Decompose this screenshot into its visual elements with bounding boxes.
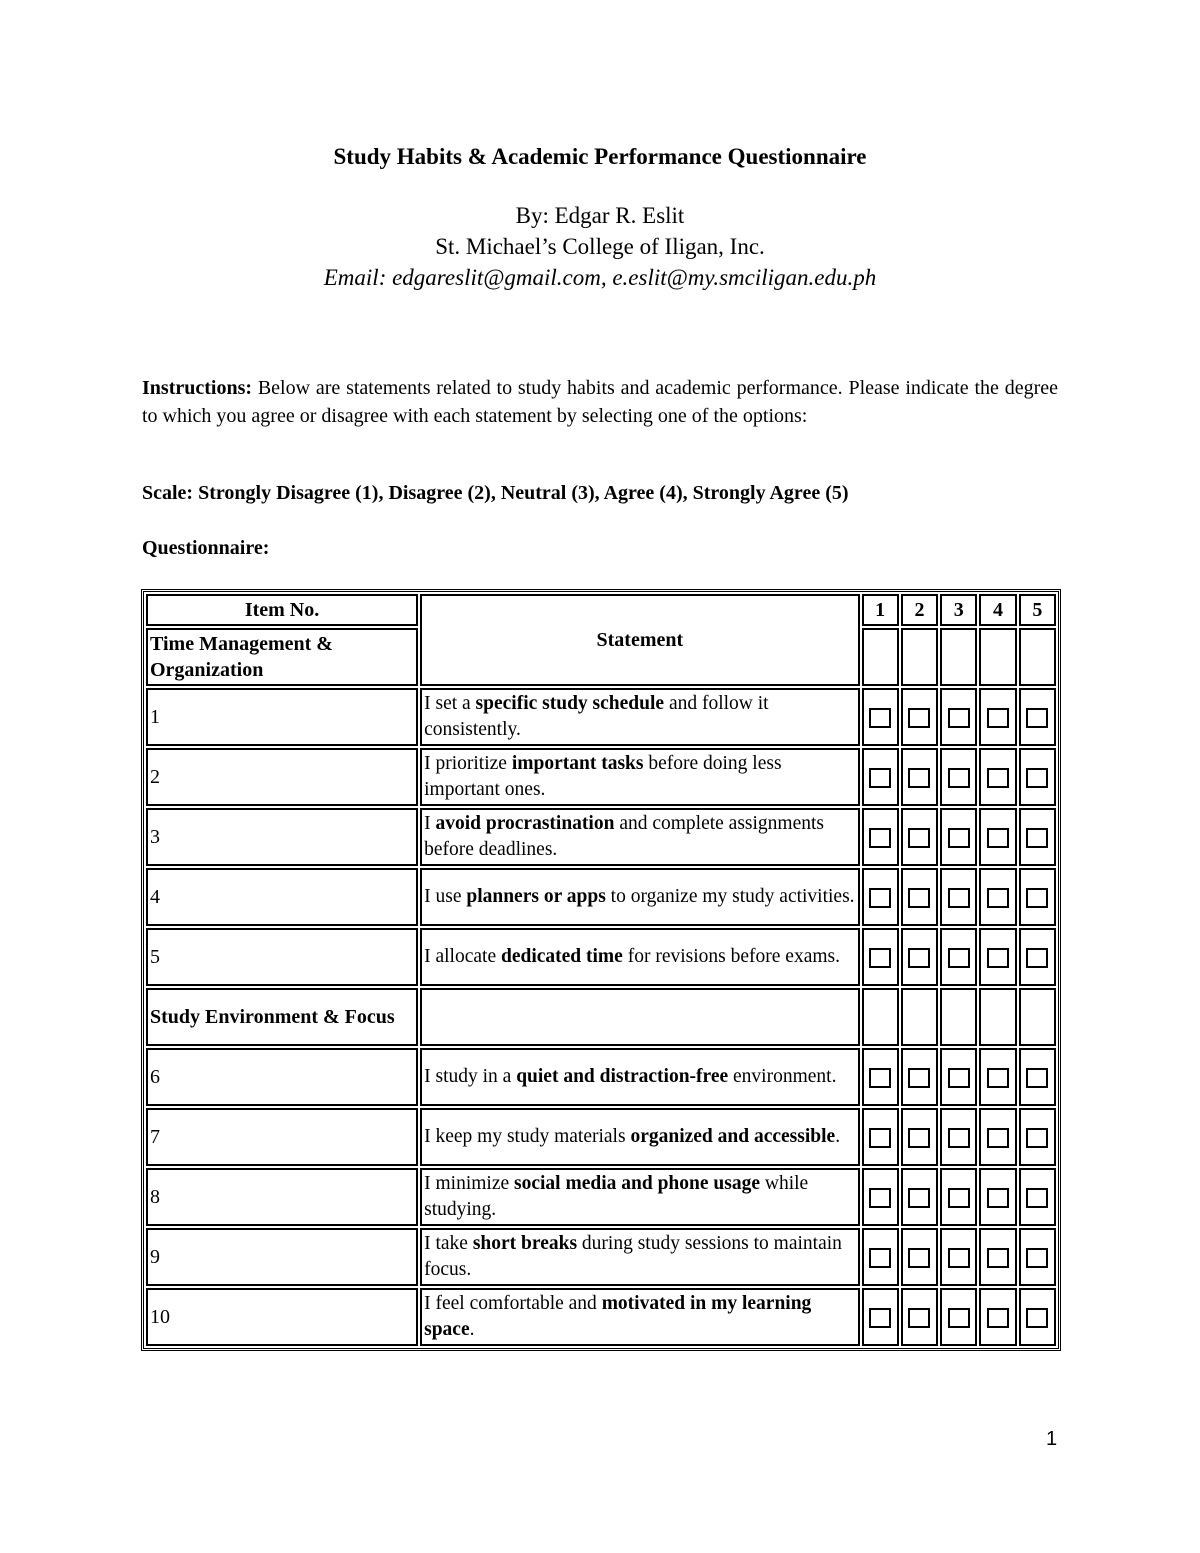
item-statement bbox=[420, 1108, 859, 1166]
rating-checkbox-2[interactable] bbox=[908, 1188, 930, 1208]
rating-checkbox-4[interactable] bbox=[987, 708, 1009, 728]
rating-checkbox-2[interactable] bbox=[908, 828, 930, 848]
rating-checkbox-4[interactable] bbox=[987, 1188, 1009, 1208]
statement-pre-text: I take bbox=[424, 1233, 473, 1254]
item-statement bbox=[420, 1288, 859, 1346]
rating-cell-5 bbox=[1019, 688, 1056, 746]
item-statement bbox=[420, 1228, 859, 1286]
statement-post-text: and follow it consistently. bbox=[424, 693, 769, 740]
table-row bbox=[146, 928, 1056, 986]
statement-bold-text: social media and phone usage bbox=[514, 1173, 760, 1194]
rating-cell-1 bbox=[862, 748, 899, 806]
rating-checkbox-4[interactable] bbox=[987, 1248, 1009, 1268]
statement-post-text: environment. bbox=[728, 1066, 837, 1087]
statement-post-text: . bbox=[835, 1126, 841, 1147]
empty-cell bbox=[1019, 628, 1056, 686]
rating-cell-2 bbox=[901, 928, 938, 986]
item-number: 4 bbox=[146, 868, 418, 926]
rating-cell-2 bbox=[901, 1228, 938, 1286]
item-number: 7 bbox=[146, 1108, 418, 1166]
item-number: 5 bbox=[146, 928, 418, 986]
rating-checkbox-3[interactable] bbox=[948, 1248, 970, 1268]
item-statement bbox=[420, 808, 859, 866]
item-statement bbox=[420, 1168, 859, 1226]
rating-checkbox-2[interactable] bbox=[908, 948, 930, 968]
rating-cell-5 bbox=[1019, 1108, 1056, 1166]
rating-cell-5 bbox=[1019, 808, 1056, 866]
empty-cell bbox=[901, 628, 938, 686]
statement-bold-text: dedicated time bbox=[500, 946, 623, 967]
rating-checkbox-4[interactable] bbox=[987, 888, 1009, 908]
statement-post-text: during study sessions to maintain focus. bbox=[424, 1233, 842, 1280]
rating-checkbox-4[interactable] bbox=[987, 1128, 1009, 1148]
table-row bbox=[146, 1288, 1056, 1346]
statement-pre-text: I allocate bbox=[424, 946, 501, 967]
item-number: 9 bbox=[146, 1228, 418, 1286]
statement-bold-text: avoid procrastination bbox=[435, 813, 615, 834]
rating-checkbox-4[interactable] bbox=[987, 1068, 1009, 1088]
rating-cell-1 bbox=[862, 1288, 899, 1346]
rating-checkbox-2[interactable] bbox=[908, 708, 930, 728]
rating-cell-1 bbox=[862, 1228, 899, 1286]
item-statement bbox=[420, 1048, 859, 1106]
rating-cell-1 bbox=[862, 1168, 899, 1226]
statement-bold-text: organized and accessible bbox=[630, 1126, 836, 1147]
rating-checkbox-3[interactable] bbox=[948, 708, 970, 728]
scale-header-4: 4 bbox=[979, 594, 1016, 626]
rating-checkbox-5[interactable] bbox=[1026, 948, 1048, 968]
scale-description: Scale: Strongly Disagree (1), Disagree (2), Neutral (3), Agree (4), Strongly Agree (5) bbox=[142, 482, 849, 504]
table-row bbox=[146, 688, 1056, 746]
rating-cell-2 bbox=[901, 1048, 938, 1106]
statement-bold-text: motivated in my learning space bbox=[424, 1293, 812, 1340]
statement-bold-text: important tasks bbox=[511, 753, 644, 774]
rating-cell-2 bbox=[901, 868, 938, 926]
rating-checkbox-5[interactable] bbox=[1026, 1308, 1048, 1328]
table-row bbox=[146, 1168, 1056, 1226]
rating-checkbox-3[interactable] bbox=[948, 1128, 970, 1148]
rating-cell-4 bbox=[979, 1228, 1016, 1286]
item-number: 10 bbox=[146, 1288, 418, 1346]
table-row bbox=[146, 868, 1056, 926]
statement-pre-text: I use bbox=[424, 886, 467, 907]
rating-cell-5 bbox=[1019, 868, 1056, 926]
statement-pre-text: I feel comfortable and bbox=[424, 1293, 602, 1314]
statement-post-text: for revisions before exams. bbox=[622, 946, 840, 967]
statement-pre-text: I set a bbox=[424, 693, 476, 714]
item-statement bbox=[420, 868, 859, 926]
rating-checkbox-5[interactable] bbox=[1026, 1068, 1048, 1088]
rating-checkbox-1[interactable] bbox=[869, 708, 891, 728]
rating-checkbox-1[interactable] bbox=[869, 1308, 891, 1328]
rating-checkbox-3[interactable] bbox=[948, 948, 970, 968]
rating-cell-3 bbox=[940, 1288, 977, 1346]
rating-checkbox-5[interactable] bbox=[1026, 1128, 1048, 1148]
statement-post-text: to organize my study activities. bbox=[605, 886, 855, 907]
statement-post-text: and complete assignments before deadlines. bbox=[424, 813, 825, 860]
rating-checkbox-1[interactable] bbox=[869, 1248, 891, 1268]
rating-cell-5 bbox=[1019, 748, 1056, 806]
rating-checkbox-3[interactable] bbox=[948, 1188, 970, 1208]
questionnaire-table bbox=[141, 589, 1061, 1351]
scale-header-2: 2 bbox=[901, 594, 938, 626]
rating-checkbox-4[interactable] bbox=[987, 828, 1009, 848]
rating-cell-3 bbox=[940, 748, 977, 806]
rating-checkbox-2[interactable] bbox=[908, 1248, 930, 1268]
page-number: 1 bbox=[1046, 1428, 1058, 1450]
rating-cell-3 bbox=[940, 688, 977, 746]
rating-cell-2 bbox=[901, 748, 938, 806]
rating-cell-4 bbox=[979, 1168, 1016, 1226]
rating-cell-2 bbox=[901, 1108, 938, 1166]
item-number: 2 bbox=[146, 748, 418, 806]
rating-cell-5 bbox=[1019, 1288, 1056, 1346]
rating-checkbox-5[interactable] bbox=[1026, 1188, 1048, 1208]
rating-checkbox-5[interactable] bbox=[1026, 708, 1048, 728]
rating-cell-4 bbox=[979, 688, 1016, 746]
rating-cell-4 bbox=[979, 1108, 1016, 1166]
rating-cell-3 bbox=[940, 1228, 977, 1286]
rating-checkbox-5[interactable] bbox=[1026, 1248, 1048, 1268]
rating-cell-5 bbox=[1019, 1228, 1056, 1286]
rating-cell-2 bbox=[901, 808, 938, 866]
rating-checkbox-3[interactable] bbox=[948, 888, 970, 908]
statement-pre-text: I keep my study materials bbox=[424, 1126, 631, 1147]
rating-checkbox-2[interactable] bbox=[908, 1068, 930, 1088]
empty-cell bbox=[862, 628, 899, 686]
rating-cell-4 bbox=[979, 1288, 1016, 1346]
rating-checkbox-2[interactable] bbox=[908, 768, 930, 788]
instructions-label: Instructions: bbox=[142, 377, 253, 399]
rating-checkbox-1[interactable] bbox=[869, 888, 891, 908]
table-row bbox=[146, 808, 1056, 866]
instructions-text: Below are statements related to study habits and academic performance. Please indicate the degree to which you agree or disagree with each statement by selecting one of the options: bbox=[142, 377, 1058, 427]
empty-cell bbox=[901, 988, 938, 1046]
empty-cell bbox=[862, 988, 899, 1046]
statement-post-text: before doing less important ones. bbox=[424, 753, 782, 800]
rating-cell-3 bbox=[940, 1168, 977, 1226]
rating-cell-4 bbox=[979, 868, 1016, 926]
item-number: 3 bbox=[146, 808, 418, 866]
statement-bold-text: planners or apps bbox=[466, 886, 606, 907]
rating-cell-3 bbox=[940, 808, 977, 866]
table-row bbox=[146, 1048, 1056, 1106]
table-header-row bbox=[146, 594, 1056, 626]
rating-checkbox-1[interactable] bbox=[869, 828, 891, 848]
statement-post-text: . bbox=[469, 1319, 475, 1340]
item-number: 1 bbox=[146, 688, 418, 746]
rating-cell-2 bbox=[901, 688, 938, 746]
rating-cell-4 bbox=[979, 808, 1016, 866]
statement-post-text: while studying. bbox=[424, 1173, 809, 1220]
author-line: By: Edgar R. Eslit bbox=[515, 203, 685, 228]
rating-cell-5 bbox=[1019, 1048, 1056, 1106]
institution-line: St. Michael’s College of Iligan, Inc. bbox=[435, 234, 765, 259]
item-statement bbox=[420, 928, 859, 986]
statement-bold-text: specific study schedule bbox=[475, 693, 665, 714]
table-row bbox=[146, 1108, 1056, 1166]
rating-cell-4 bbox=[979, 1048, 1016, 1106]
rating-cell-5 bbox=[1019, 1168, 1056, 1226]
statement-bold-text: short breaks bbox=[472, 1233, 578, 1254]
rating-checkbox-3[interactable] bbox=[948, 768, 970, 788]
document-title: Study Habits & Academic Performance Questionnaire bbox=[333, 144, 867, 169]
rating-checkbox-2[interactable] bbox=[908, 1128, 930, 1148]
scale-header-3: 3 bbox=[940, 594, 977, 626]
rating-cell-1 bbox=[862, 868, 899, 926]
rating-checkbox-1[interactable] bbox=[869, 1128, 891, 1148]
rating-cell-1 bbox=[862, 1108, 899, 1166]
rating-cell-1 bbox=[862, 928, 899, 986]
rating-checkbox-5[interactable] bbox=[1026, 888, 1048, 908]
item-statement bbox=[420, 748, 859, 806]
rating-checkbox-4[interactable] bbox=[987, 1308, 1009, 1328]
statement-pre-text: I bbox=[424, 813, 436, 834]
rating-checkbox-3[interactable] bbox=[948, 1308, 970, 1328]
statement-bold-text: quiet and distraction-free bbox=[516, 1066, 729, 1087]
rating-cell-2 bbox=[901, 1288, 938, 1346]
rating-checkbox-1[interactable] bbox=[869, 1068, 891, 1088]
rating-checkbox-1[interactable] bbox=[869, 1188, 891, 1208]
section-row bbox=[146, 988, 1056, 1046]
rating-checkbox-5[interactable] bbox=[1026, 828, 1048, 848]
rating-cell-4 bbox=[979, 928, 1016, 986]
empty-cell bbox=[1019, 988, 1056, 1046]
empty-cell bbox=[940, 628, 977, 686]
scale-header-5: 5 bbox=[1019, 594, 1056, 626]
statement-header: Statement bbox=[420, 594, 859, 686]
scale-header-1: 1 bbox=[862, 594, 899, 626]
item-number: 6 bbox=[146, 1048, 418, 1106]
table-row bbox=[146, 748, 1056, 806]
section-heading-study-environment: Study Environment & Focus bbox=[146, 988, 418, 1046]
rating-checkbox-1[interactable] bbox=[869, 768, 891, 788]
rating-cell-1 bbox=[862, 1048, 899, 1106]
instructions-paragraph bbox=[142, 374, 1058, 430]
rating-cell-3 bbox=[940, 1108, 977, 1166]
item-number: 8 bbox=[146, 1168, 418, 1226]
item-statement bbox=[420, 688, 859, 746]
rating-cell-3 bbox=[940, 868, 977, 926]
rating-checkbox-3[interactable] bbox=[948, 828, 970, 848]
rating-checkbox-5[interactable] bbox=[1026, 768, 1048, 788]
statement-pre-text: I minimize bbox=[424, 1173, 515, 1194]
rating-checkbox-2[interactable] bbox=[908, 1308, 930, 1328]
empty-cell bbox=[979, 988, 1016, 1046]
questionnaire-label: Questionnaire: bbox=[142, 537, 270, 559]
rating-checkbox-2[interactable] bbox=[908, 888, 930, 908]
rating-cell-1 bbox=[862, 808, 899, 866]
rating-cell-3 bbox=[940, 928, 977, 986]
rating-checkbox-3[interactable] bbox=[948, 1068, 970, 1088]
section-heading-time-management: Time Management & Organization bbox=[146, 628, 418, 686]
rating-cell-4 bbox=[979, 748, 1016, 806]
empty-cell bbox=[979, 628, 1016, 686]
rating-cell-2 bbox=[901, 1168, 938, 1226]
rating-checkbox-4[interactable] bbox=[987, 768, 1009, 788]
rating-cell-1 bbox=[862, 688, 899, 746]
table-row bbox=[146, 1228, 1056, 1286]
rating-cell-5 bbox=[1019, 928, 1056, 986]
statement-pre-text: I prioritize bbox=[424, 753, 512, 774]
item-no-header: Item No. bbox=[146, 594, 418, 626]
rating-checkbox-4[interactable] bbox=[987, 948, 1009, 968]
email-line: Email: edgareslit@gmail.com, e.eslit@my.smciligan.edu.ph bbox=[323, 265, 877, 290]
rating-cell-3 bbox=[940, 1048, 977, 1106]
statement-pre-text: I study in a bbox=[424, 1066, 517, 1087]
rating-checkbox-1[interactable] bbox=[869, 948, 891, 968]
empty-cell bbox=[940, 988, 977, 1046]
empty-cell bbox=[420, 988, 859, 1046]
